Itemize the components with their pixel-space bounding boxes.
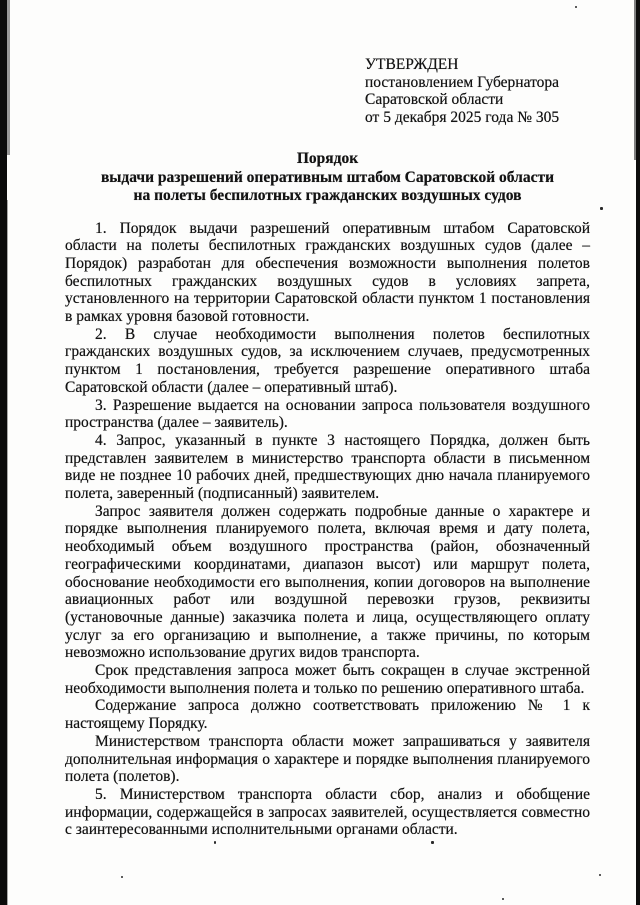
scan-speck: [600, 207, 603, 210]
approval-line: Саратовской области: [365, 91, 504, 108]
paragraph: 5. Министерством транспорта области сбор, анализ и обобщение информации, содержащейся в запросах заявителей, осуществляется совместно с заинтересованными исполнительными органами области.: [65, 786, 590, 839]
scan-edge-right: [636, 0, 640, 905]
title-line: выдачи разрешений оперативным штабом Саратовской области: [100, 168, 555, 186]
paragraph: 3. Разрешение выдается на основании запроса пользователя воздушного пространства (далее – заявитель).: [65, 396, 590, 432]
scan-speck: [502, 898, 504, 900]
approval-line: УТВЕРЖДЕН: [365, 56, 459, 73]
scan-edge-left: [0, 0, 7, 905]
document-body: [65, 220, 590, 840]
document-title: [65, 150, 590, 206]
scan-speck: [575, 6, 577, 8]
scan-speck: [214, 841, 216, 844]
document-content: [65, 56, 590, 839]
scan-speck: [599, 874, 601, 876]
paragraph: Запрос заявителя должен содержать подробные данные о характере и порядке выполнения планируемого полета, включая время и дату полета, необходимый объем воздушного пространства (район, обозначенный географическими координатами, диапазон высот) или маршрут полета, обоснование необходимости его выполнения, копии договоров на выполнение авиационных работ или воздушной перевозки грузов, реквизиты (установочные данные) заказчика полета и лица, осуществляющего оплату услуг за его организацию и выполнение, а также причины, по которым невозможно использование других видов транспорта.: [65, 502, 590, 662]
paragraph: 1. Порядок выдачи разрешений оперативным штабом Саратовской области на полеты беспилотных гражданских воздушных судов (далее – Порядок) разработан для обеспечения возможности выполнения полетов беспилотных гражданских воздушных судов в условиях запрета, установленного на территории Саратовской области пунктом 1 постановления в рамках уровня базовой готовности.: [65, 219, 590, 326]
title-line: на полеты беспилотных гражданских воздушных судов: [133, 187, 522, 204]
paragraph: Министерством транспорта области может запрашиваться у заявителя дополнительная информация о характере и порядке выполнения планируемого полета (полетов).: [65, 732, 590, 786]
approval-block: [365, 56, 590, 126]
paragraph: Содержание запроса должно соответствовать приложению № 1 к настоящему Порядку.: [65, 697, 590, 733]
paragraph: 2. В случае необходимости выполнения полетов беспилотных гражданских воздушных судов, за исключением случаев, предусмотренных пунктом 1 постановления, требуется разрешение оперативного штаба Саратовской области (далее – оперативный штаб).: [65, 325, 590, 396]
scan-speck: [431, 841, 434, 844]
approval-line: от 5 декабря 2025 года № 305: [365, 108, 560, 126]
paragraph: Срок представления запроса может быть сокращен в случае экстренной необходимости выполнения полета и только по решению оперативного штаба.: [65, 662, 590, 697]
paragraph: 4. Запрос, указанный в пункте 3 настоящего Порядка, должен быть представлен заявителем в министерство транспорта области в письменном виде не позднее 10 рабочих дней, предшествующих дню начала планируемого полета, заверенный (подписанный) заявителем.: [65, 431, 590, 503]
title-line: Порядок: [296, 150, 359, 167]
scan-speck: [121, 876, 123, 878]
approval-line: постановлением Губернатора: [365, 73, 560, 91]
